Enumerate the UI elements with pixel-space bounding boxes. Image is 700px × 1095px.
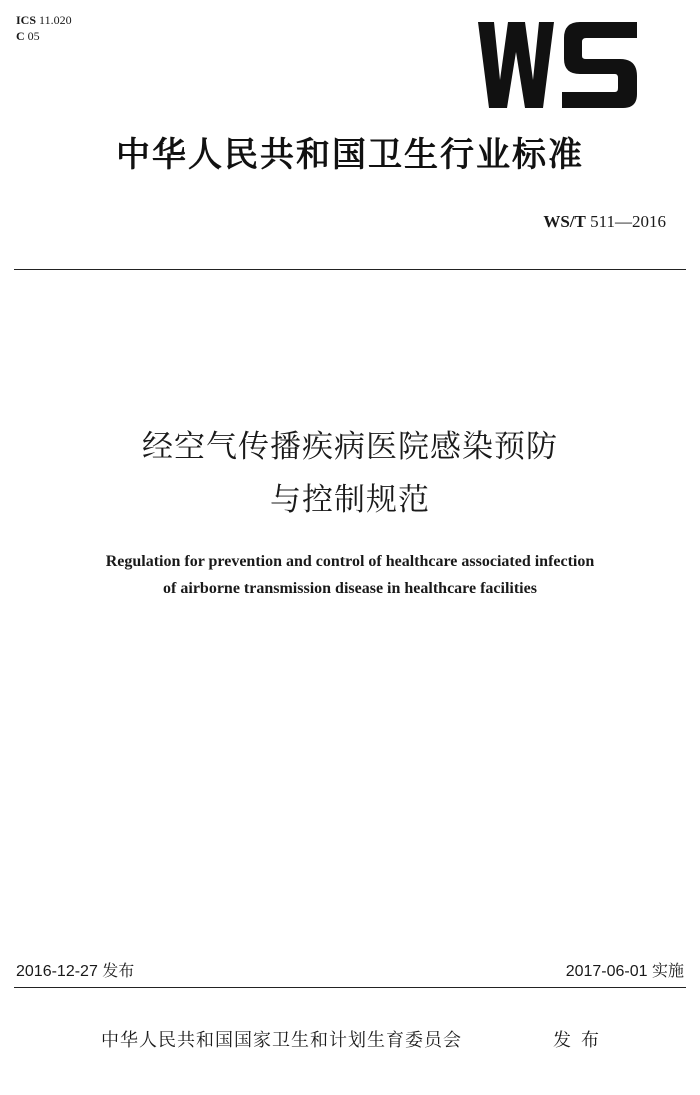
standard-number-prefix: WS/T (543, 212, 586, 231)
chinese-title-line-1: 经空气传播疾病医院感染预防 (142, 429, 558, 465)
ccs-label: C (16, 29, 25, 43)
ccs-code: 05 (27, 29, 40, 43)
publisher-name: 中华人民共和国国家卫生和计划生育委员会 (101, 1030, 462, 1051)
ws-logo-icon (478, 22, 640, 110)
english-title-line-1: Regulation for prevention and control of healthcare associated infection (105, 553, 595, 570)
ics-line (16, 12, 72, 28)
publish-label: 发布 (553, 1030, 609, 1051)
classification-codes (16, 12, 72, 44)
ics-label: ICS (16, 13, 37, 27)
bottom-divider (14, 987, 686, 988)
english-title-line-2: of airborne transmission disease in healthcare facilities (163, 580, 537, 597)
ics-code: 11.020 (39, 13, 72, 27)
implementation-date: 2017-06-01 实施 (565, 963, 684, 980)
issue-date: 2016-12-27 发布 (16, 963, 135, 980)
standard-category-title: 中华人民共和国卫生行业标准 (116, 135, 584, 175)
top-divider (14, 269, 686, 270)
standard-number (543, 210, 666, 234)
standard-number-value: 511—2016 (590, 212, 666, 231)
chinese-title-line-2: 与控制规范 (270, 482, 430, 518)
ccs-line (16, 28, 72, 44)
